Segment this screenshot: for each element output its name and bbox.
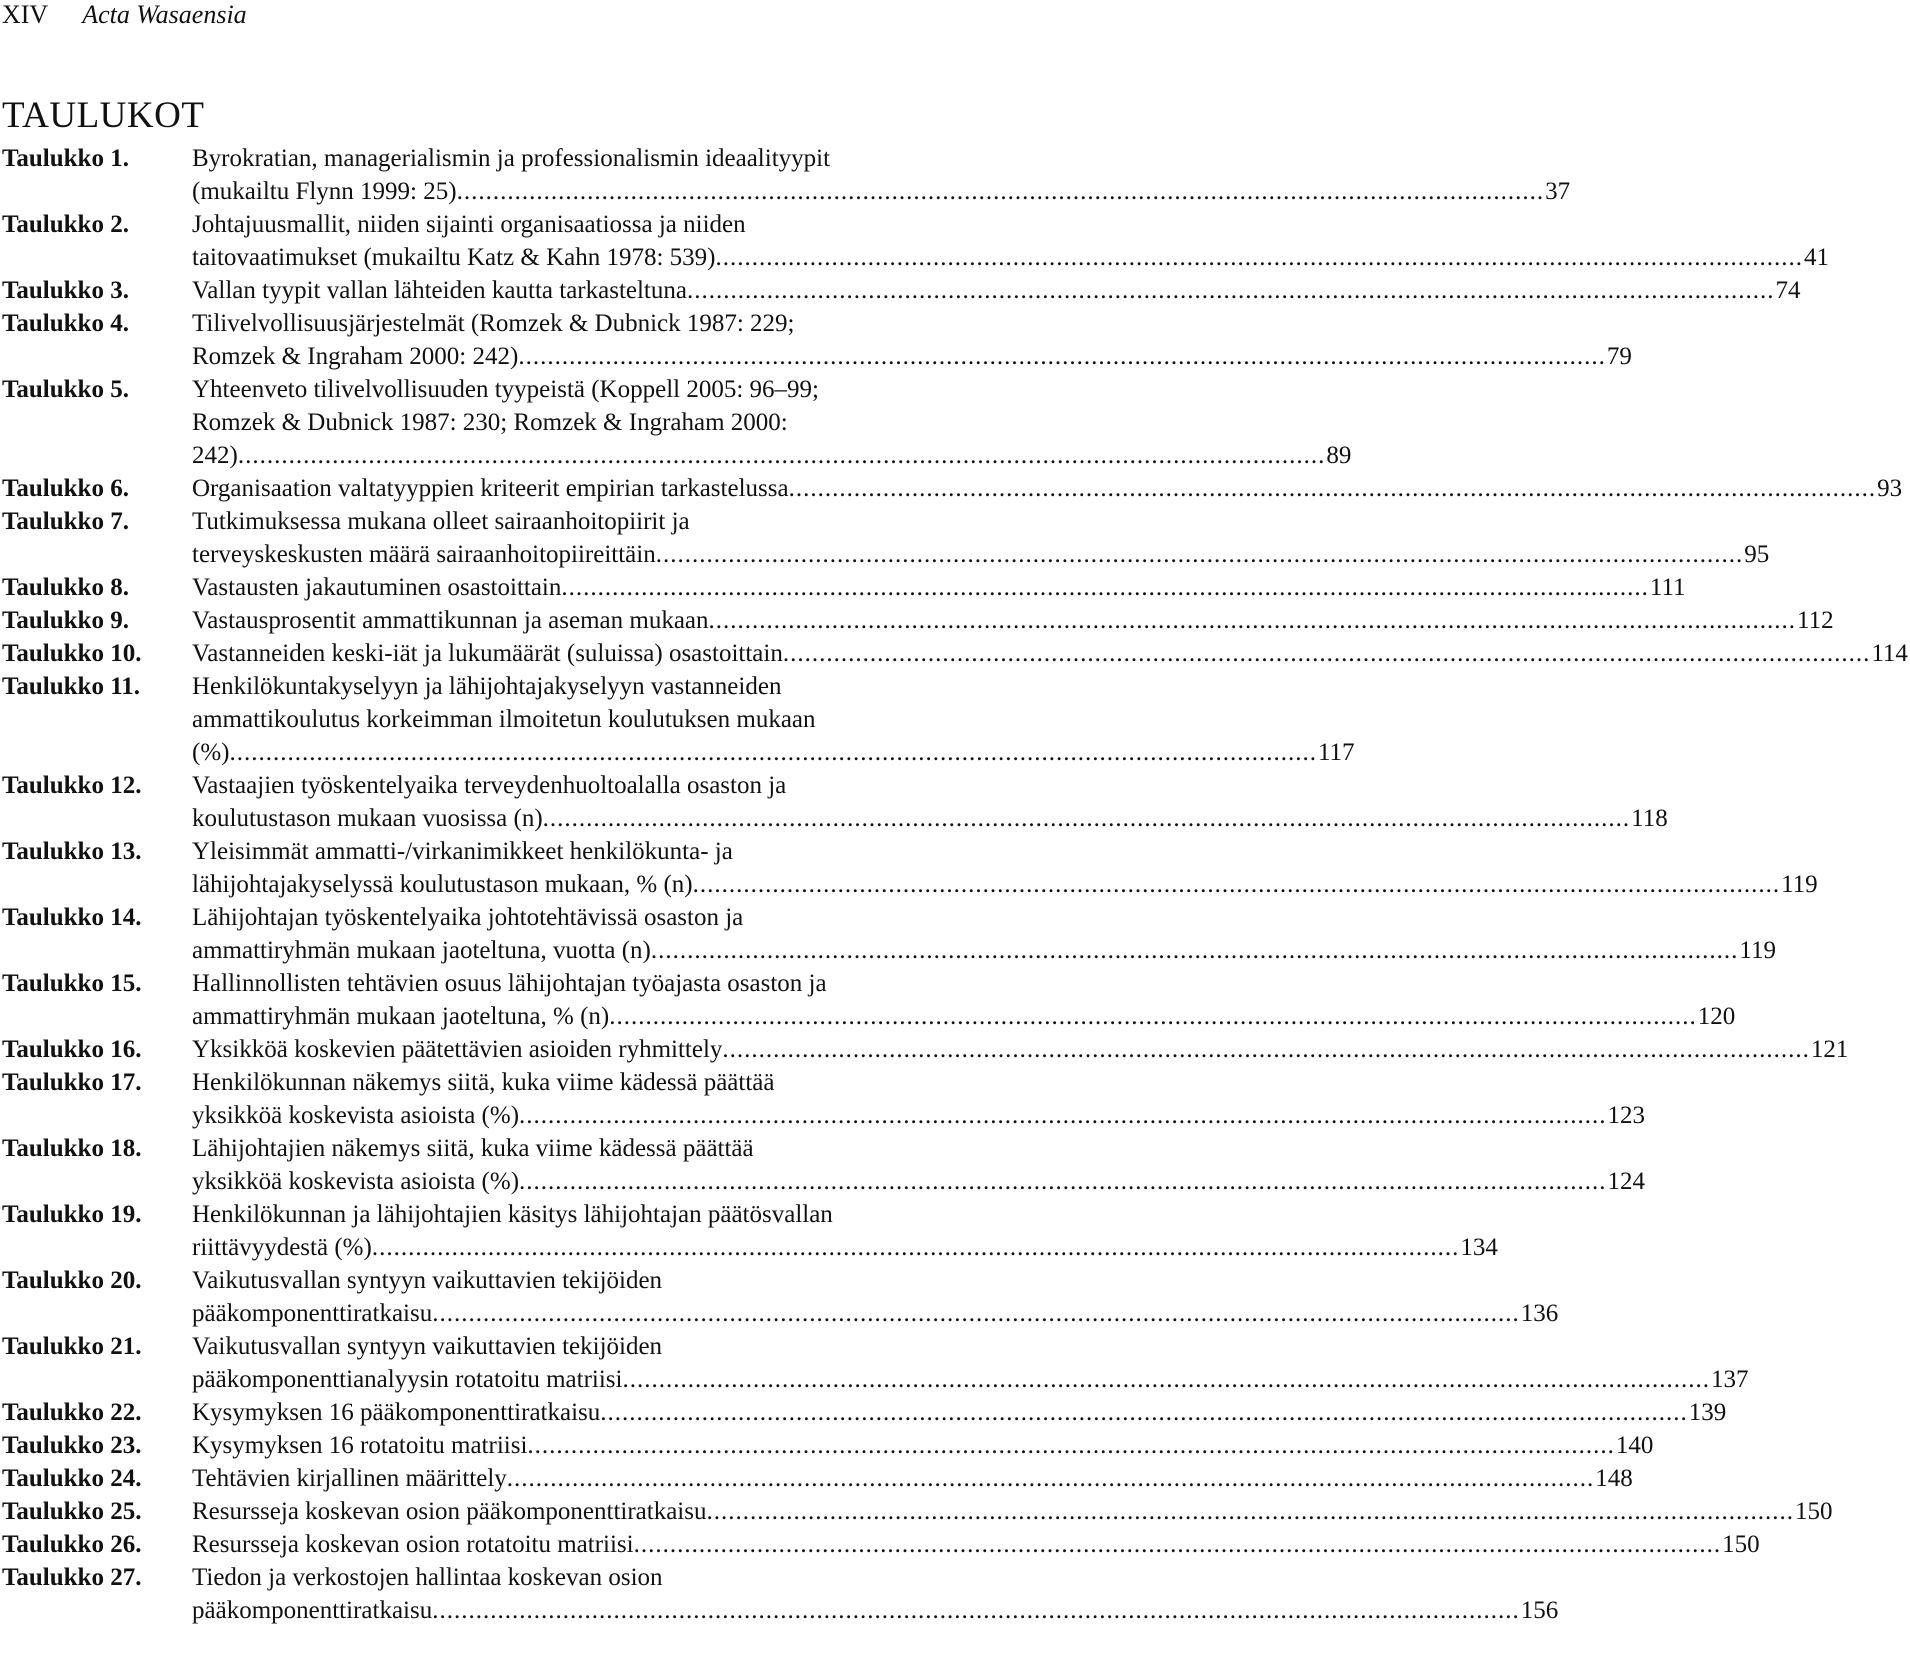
table-caption: [192, 901, 1778, 967]
toc-entry[interactable]: [2, 1198, 1498, 1264]
page-reference[interactable]: 140: [1615, 1432, 1654, 1459]
dot-leader: [609, 1000, 1697, 1033]
caption-line: 242): [192, 442, 238, 469]
caption-last-line: [192, 274, 1800, 307]
table-number: Taulukko 24.: [2, 1465, 142, 1492]
dot-leader: [622, 1363, 1710, 1396]
page-reference[interactable]: 123: [1607, 1102, 1646, 1129]
section-title: TAULUKOT: [2, 95, 205, 136]
table-number: Taulukko 14.: [2, 904, 142, 931]
caption-line: ammattiryhmän mukaan jaoteltuna, % (n): [192, 1003, 610, 1030]
caption-last-line: [192, 1363, 1748, 1396]
table-caption: [192, 1198, 1500, 1264]
dot-leader: [651, 934, 1739, 967]
table-number: Taulukko 23.: [2, 1432, 142, 1459]
toc-entry[interactable]: [2, 1462, 1633, 1495]
page-reference[interactable]: 111: [1649, 574, 1686, 601]
caption-line: Henkilökunnan ja lähijohtajien käsitys lähijohtajan päätösvallan: [192, 1201, 833, 1228]
page-number: XIV: [2, 0, 48, 29]
toc-entry[interactable]: [2, 835, 1818, 901]
caption-line: lähijohtajakyselyssä koulutustason mukaan, % (n): [192, 871, 693, 898]
caption-line: Yhteenveto tilivelvollisuuden tyypeistä (Koppell 2005: 96–99;: [192, 376, 819, 403]
toc-entry[interactable]: [2, 373, 1352, 472]
caption-last-line: [192, 1429, 1653, 1462]
table-caption: [192, 1462, 1635, 1495]
table-caption: [192, 208, 1831, 274]
caption-line: pääkomponenttiratkaisu: [192, 1597, 433, 1624]
page-reference[interactable]: 137: [1710, 1366, 1749, 1393]
caption-line: yksikköä koskevista asioista (%): [192, 1168, 520, 1195]
dot-leader: [706, 1495, 1794, 1528]
dot-leader: [634, 1528, 1722, 1561]
toc-entry[interactable]: [2, 901, 1776, 967]
dot-leader: [229, 736, 1317, 769]
dot-leader: [457, 175, 1545, 208]
toc-entry[interactable]: [2, 142, 1571, 208]
page-reference[interactable]: 124: [1607, 1168, 1646, 1195]
table-list: [2, 142, 1908, 1627]
toc-entry[interactable]: [2, 1132, 1646, 1198]
caption-line: Yleisimmät ammatti-/virkanimikkeet henkilökunta- ja: [192, 838, 733, 865]
table-number: Taulukko 16.: [2, 1036, 142, 1063]
dot-leader: [687, 274, 1775, 307]
toc-entry[interactable]: [2, 1330, 1749, 1396]
caption-line: yksikköä koskevista asioista (%): [192, 1102, 520, 1129]
page-reference[interactable]: 139: [1688, 1399, 1727, 1426]
toc-entry[interactable]: [2, 967, 1736, 1033]
page-reference[interactable]: 95: [1744, 541, 1770, 568]
dot-leader: [372, 1231, 1460, 1264]
page-reference[interactable]: 150: [1722, 1531, 1760, 1558]
caption-last-line: [192, 1297, 1558, 1330]
caption-last-line: [192, 868, 1818, 901]
caption-last-line: [192, 1462, 1633, 1495]
table-number: Taulukko 15.: [2, 970, 142, 997]
caption-last-line: [192, 472, 1902, 505]
table-number: Taulukko 20.: [2, 1267, 142, 1294]
table-caption: [192, 571, 1688, 604]
toc-entry[interactable]: [2, 472, 1903, 505]
table-number: Taulukko 26.: [2, 1531, 142, 1558]
table-number: Taulukko 21.: [2, 1333, 142, 1360]
table-caption: [192, 1330, 1750, 1396]
toc-entry[interactable]: [2, 505, 1770, 571]
caption-line: (%): [192, 739, 230, 766]
dot-leader: [432, 1594, 1520, 1627]
page-reference[interactable]: 118: [1631, 805, 1668, 832]
table-caption: [192, 1033, 1850, 1066]
dot-leader: [709, 604, 1797, 637]
toc-entry[interactable]: [2, 604, 1834, 637]
table-number: Taulukko 4.: [2, 310, 129, 337]
table-number: Taulukko 25.: [2, 1498, 142, 1525]
caption-line: Vaikutusvallan syntyyn vaikuttavien tekijöiden: [192, 1333, 663, 1360]
page-reference[interactable]: 136: [1520, 1300, 1559, 1327]
caption-line: taitovaatimukset (mukailtu Katz & Kahn 1978: 539): [192, 244, 716, 271]
dot-leader: [600, 1396, 1688, 1429]
dot-leader: [693, 868, 1781, 901]
dot-leader: [527, 1429, 1615, 1462]
caption-line: Romzek & Dubnick 1987: 230; Romzek & Ingraham 2000:: [192, 409, 788, 436]
caption-last-line: [192, 736, 1355, 769]
caption-last-line: [192, 571, 1686, 604]
table-number: Taulukko 10.: [2, 640, 142, 667]
table-caption: [192, 505, 1771, 571]
table-caption: [192, 769, 1670, 835]
caption-last-line: [192, 175, 1570, 208]
page-reference[interactable]: 134: [1460, 1234, 1498, 1261]
caption-line: pääkomponenttianalyysin rotatoitu matriisi: [192, 1366, 623, 1393]
caption-line: Byrokratian, managerialismin ja professionalismin ideaalityypit: [192, 145, 831, 172]
page-reference[interactable]: 156: [1520, 1597, 1559, 1624]
toc-entry[interactable]: [2, 637, 1908, 670]
table-number: Taulukko 5.: [2, 376, 129, 403]
toc-entry[interactable]: [2, 1561, 1559, 1627]
page-reference[interactable]: 93: [1877, 475, 1903, 502]
dot-leader: [789, 472, 1877, 505]
table-caption: [192, 835, 1820, 901]
dot-leader: [543, 802, 1631, 835]
caption-last-line: [192, 1033, 1848, 1066]
caption-line: Vastausten jakautuminen osastoittain: [192, 574, 562, 601]
caption-line: Romzek & Ingraham 2000: 242): [192, 343, 519, 370]
toc-entry[interactable]: [2, 1264, 1559, 1330]
caption-last-line: [192, 604, 1834, 637]
caption-line: Resursseja koskevan osion rotatoitu matriisi: [192, 1531, 634, 1558]
caption-line: Lähijohtajien näkemys siitä, kuka viime kädessä päättää: [192, 1135, 754, 1162]
journal-title: Acta Wasaensia: [82, 0, 247, 29]
dot-leader: [238, 439, 1326, 472]
dot-leader: [783, 637, 1871, 670]
toc-entry[interactable]: [2, 670, 1355, 769]
table-caption: [192, 1396, 1728, 1429]
page-reference[interactable]: 112: [1797, 607, 1834, 634]
page-reference[interactable]: 119: [1739, 937, 1776, 964]
table-number: Taulukko 6.: [2, 475, 129, 502]
table-caption: [192, 1429, 1655, 1462]
caption-last-line: [192, 934, 1776, 967]
page-reference[interactable]: 117: [1317, 739, 1355, 766]
caption-line: Henkilökunnan näkemys siitä, kuka viime kädessä päättää: [192, 1069, 775, 1096]
dot-leader: [716, 241, 1804, 274]
caption-last-line: [192, 1495, 1832, 1528]
table-caption: [192, 1132, 1647, 1198]
caption-last-line: [192, 1528, 1760, 1561]
caption-line: (mukailtu Flynn 1999: 25): [192, 178, 457, 205]
dot-leader: [561, 571, 1649, 604]
table-caption: [192, 307, 1634, 373]
table-caption: [192, 637, 1910, 670]
caption-line: Vastausprosentit ammattikunnan ja aseman mukaan: [192, 607, 709, 634]
table-caption: [192, 1264, 1560, 1330]
table-number: Taulukko 27.: [2, 1564, 142, 1591]
dot-leader: [432, 1297, 1520, 1330]
toc-entry[interactable]: [2, 769, 1668, 835]
page-reference[interactable]: 121: [1810, 1036, 1849, 1063]
caption-last-line: [192, 1099, 1645, 1132]
toc-entry[interactable]: [2, 1396, 1727, 1429]
caption-line: Resursseja koskevan osion pääkomponenttiratkaisu: [192, 1498, 707, 1525]
page-reference[interactable]: 148: [1595, 1465, 1633, 1492]
caption-line: Kysymyksen 16 rotatoitu matriisi: [192, 1432, 528, 1459]
caption-line: Organisaation valtatyyppien kriteerit empirian tarkastelussa: [192, 475, 789, 502]
table-caption: [192, 1528, 1762, 1561]
caption-last-line: [192, 1231, 1498, 1264]
table-number: Taulukko 22.: [2, 1399, 142, 1426]
caption-line: ammattikoulutus korkeimman ilmoitetun koulutuksen mukaan: [192, 706, 816, 733]
caption-last-line: [192, 1000, 1735, 1033]
caption-line: Yksikköä koskevien päätettävien asioiden ryhmittely: [192, 1036, 723, 1063]
dot-leader: [519, 1165, 1607, 1198]
caption-line: Tutkimuksessa mukana olleet sairaanhoitopiirit ja: [192, 508, 690, 535]
toc-entry[interactable]: [2, 274, 1801, 307]
caption-last-line: [192, 1594, 1558, 1627]
page-reference[interactable]: 37: [1545, 178, 1571, 205]
dot-leader: [518, 340, 1606, 373]
table-caption: [192, 670, 1357, 769]
caption-line: koulutustason mukaan vuosissa (n): [192, 805, 543, 832]
table-caption: [192, 967, 1737, 1033]
caption-line: pääkomponenttiratkaisu: [192, 1300, 433, 1327]
table-caption: [192, 604, 1836, 637]
caption-line: Vastaajien työskentelyaika terveydenhuoltoalalla osaston ja: [192, 772, 787, 799]
caption-last-line: [192, 241, 1829, 274]
caption-line: Hallinnollisten tehtävien osuus lähijohtajan työajasta osaston ja: [192, 970, 827, 997]
caption-line: Henkilökuntakyselyyn ja lähijohtajakyselyyn vastanneiden: [192, 673, 782, 700]
table-number: Taulukko 18.: [2, 1135, 142, 1162]
table-number: Taulukko 2.: [2, 211, 129, 238]
caption-last-line: [192, 340, 1632, 373]
toc-entry[interactable]: [2, 1495, 1833, 1528]
caption-last-line: [192, 637, 1908, 670]
caption-last-line: [192, 1396, 1726, 1429]
caption-line: riittävyydestä (%): [192, 1234, 372, 1261]
caption-last-line: [192, 538, 1769, 571]
toc-entry[interactable]: [2, 1429, 1654, 1462]
toc-entry[interactable]: [2, 1033, 1849, 1066]
table-caption: [192, 274, 1802, 307]
caption-last-line: [192, 802, 1668, 835]
dot-leader: [519, 1099, 1607, 1132]
page-reference[interactable]: 41: [1804, 244, 1829, 271]
toc-entry[interactable]: [2, 1066, 1646, 1132]
caption-last-line: [192, 439, 1351, 472]
toc-entry[interactable]: [2, 208, 1829, 274]
table-caption: [192, 1561, 1560, 1627]
page-reference[interactable]: 150: [1794, 1498, 1833, 1525]
caption-line: ammattiryhmän mukaan jaoteltuna, vuotta (n): [192, 937, 651, 964]
table-number: Taulukko 3.: [2, 277, 129, 304]
table-number: Taulukko 9.: [2, 607, 129, 634]
caption-line: Tehtävien kirjallinen määrittely: [192, 1465, 507, 1492]
table-number: Taulukko 13.: [2, 838, 142, 865]
caption-line: Vastanneiden keski-iät ja lukumäärät (suluissa) osastoittain: [192, 640, 783, 667]
toc-entry[interactable]: [2, 571, 1686, 604]
caption-line: Kysymyksen 16 pääkomponenttiratkaisu: [192, 1399, 601, 1426]
running-header: [0, 0, 247, 30]
table-number: Taulukko 1.: [2, 145, 129, 172]
caption-line: terveyskeskusten määrä sairaanhoitopiireittäin: [192, 541, 656, 568]
table-caption: [192, 142, 1572, 208]
caption-line: Vaikutusvallan syntyyn vaikuttavien tekijöiden: [192, 1267, 663, 1294]
page-reference[interactable]: 74: [1775, 277, 1801, 304]
caption-line: Tiedon ja verkostojen hallintaa koskevan osion: [192, 1564, 663, 1591]
caption-line: Johtajuusmallit, niiden sijainti organisaatiossa ja niiden: [192, 211, 746, 238]
caption-line: Vallan tyypit vallan lähteiden kautta tarkasteltuna: [192, 277, 687, 304]
table-number: Taulukko 11.: [2, 673, 141, 700]
dot-leader: [656, 538, 1744, 571]
dot-leader: [722, 1033, 1810, 1066]
toc-entry[interactable]: [2, 307, 1632, 373]
caption-line: Lähijohtajan työskentelyaika johtotehtävissä osaston ja: [192, 904, 744, 931]
table-number: Taulukko 12.: [2, 772, 142, 799]
table-number: Taulukko 7.: [2, 508, 129, 535]
page-reference[interactable]: 119: [1781, 871, 1818, 898]
table-number: Taulukko 19.: [2, 1201, 142, 1228]
caption-line: Tilivelvollisuusjärjestelmät (Romzek & Dubnick 1987: 229;: [192, 310, 795, 337]
page-reference[interactable]: 79: [1606, 343, 1632, 370]
table-caption: [192, 472, 1904, 505]
page-reference[interactable]: 120: [1697, 1003, 1736, 1030]
caption-last-line: [192, 1165, 1645, 1198]
table-caption: [192, 1495, 1834, 1528]
table-number: Taulukko 8.: [2, 574, 129, 601]
page-reference[interactable]: 89: [1326, 442, 1352, 469]
dot-leader: [507, 1462, 1595, 1495]
table-caption: [192, 1066, 1647, 1132]
page-reference[interactable]: 114: [1871, 640, 1908, 667]
table-number: Taulukko 17.: [2, 1069, 142, 1096]
table-caption: [192, 373, 1353, 472]
toc-entry[interactable]: [2, 1528, 1760, 1561]
